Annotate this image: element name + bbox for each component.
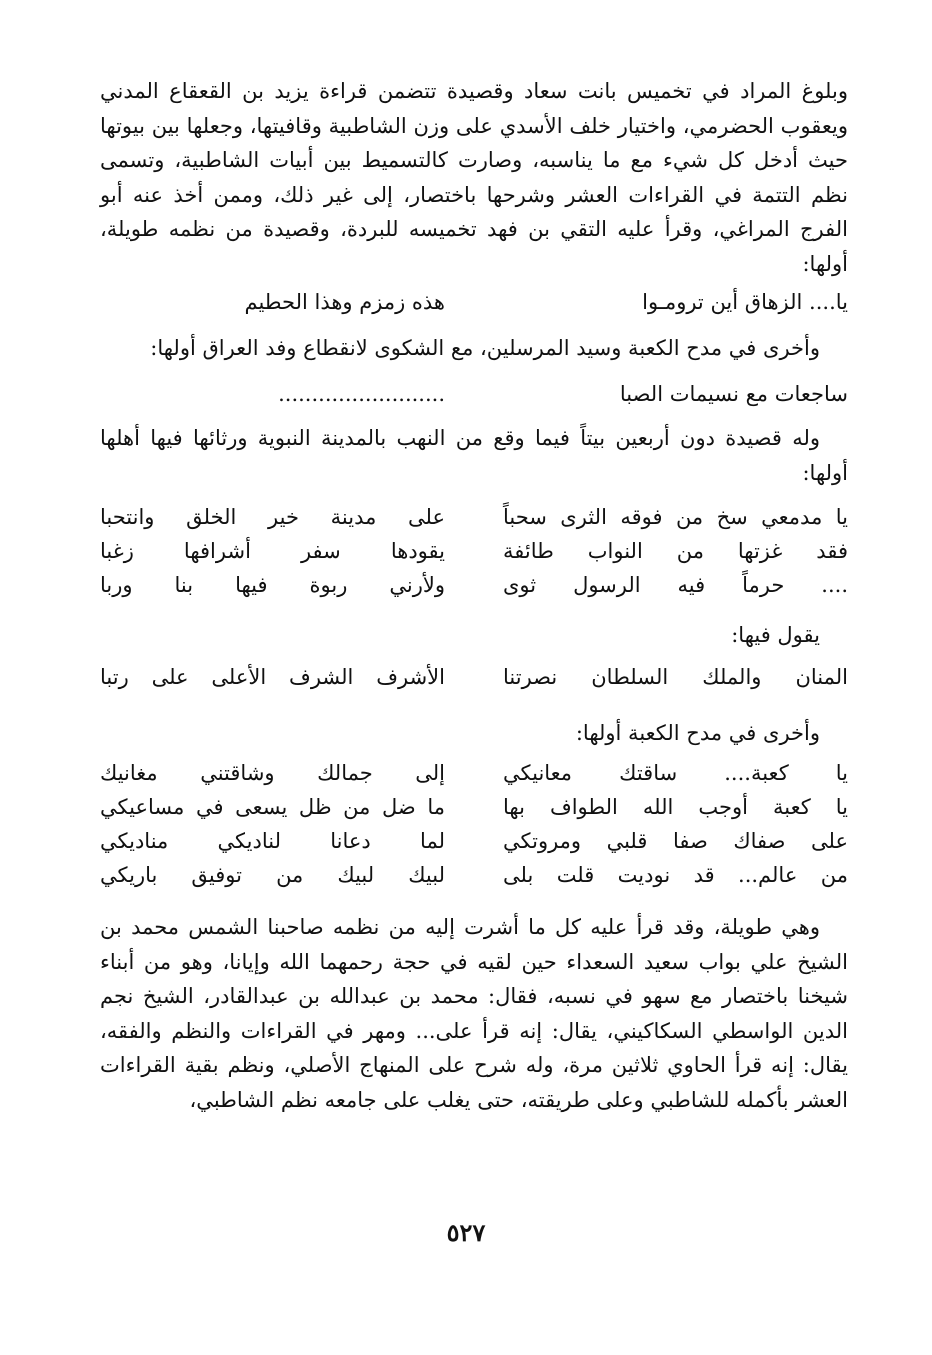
verse-hemistich-second: يقودها سفر أشرافها زغبا bbox=[100, 539, 445, 563]
poem-madina bbox=[100, 500, 848, 602]
verse-hemistich-first: المنان والملك السلطان نصرتنا bbox=[503, 665, 848, 689]
verse-zamzam bbox=[100, 285, 848, 319]
verse-hemistich-first: يا كعبة.... ساقتك معانيكي bbox=[503, 761, 848, 785]
verse-hemistich-first: من عالم... قد نوديت قلت بلى bbox=[503, 863, 848, 887]
verse-hemistich-first: يا مدمعي سخ من فوقه الثرى سحباً bbox=[503, 505, 848, 529]
verse-line bbox=[100, 500, 848, 534]
verse-line bbox=[100, 568, 848, 602]
verse-hemistich-first: يا كعبة أوجب الله الطواف بها bbox=[503, 795, 848, 819]
paragraph-madina-poem-intro: وله قصيدة دون أربعين بيتاً فيما وقع من النهب بالمدينة النبوية ورثائها فيها أهلها أولها: bbox=[100, 426, 848, 485]
paragraph-kaaba-poem-intro: وأخرى في مدح الكعبة وسيد المرسلين، مع الشكوى لانقطاع وفد العراق أولها: bbox=[150, 336, 820, 360]
verse-hemistich-first: يا.... الزهاق أين ترومـوا bbox=[642, 290, 848, 314]
verse-hemistich-second: إلى جمالك وشاقتني مغانيك bbox=[100, 761, 445, 785]
verse-hemistich-first: على صفاك صفا قلبي ومروتكي bbox=[503, 829, 848, 853]
verse-hemistich-first: ساجعات مع نسيمات الصبا bbox=[619, 382, 848, 406]
verse-line bbox=[100, 534, 848, 568]
page-body bbox=[100, 70, 848, 1117]
verse-hemistich-second: لبيك لبيك من توفيق باريكي bbox=[100, 863, 445, 887]
verse-hemistich-second: ما ضل من ظل يسعى في مساعيكي bbox=[100, 795, 445, 819]
paragraph-says-in-it: يقول فيها: bbox=[731, 623, 820, 647]
verse-hemistich-second: لما دعانا لناديكي مناديكي bbox=[100, 829, 445, 853]
verse-hemistich-second: ......................... bbox=[278, 382, 445, 406]
verse-hemistich-first: .... حرماً فيه الرسول ثوى bbox=[503, 573, 848, 597]
verse-hemistich-first: فقد غزتها من النواب طائفة bbox=[503, 539, 848, 563]
paragraph-biography-works: وبلوغ المراد في تخميس بانت سعاد وقصيدة تتضمن قراءة يزيد بن القعقاع المدني ويعقوب الحضرمي، واختيار خلف الأسدي على وزن الشاطبية وقافيتها، وجعلها بين بيوتها حيث أدخل كل شيء مع ما يناسبه، وصارت كالتسميط بين أبيات الشاطبية، وتسمى نظم التتمة في القراءات العشر وشرحها باختصار، إلى غير ذلك، وممن أخذ عنه أبو الفرج المراغي، وقرأ عليه التقي بن فهد تخميسه للبردة، وقصيدة من نظمه طويلة، أولها: bbox=[100, 79, 848, 276]
verse-sultan bbox=[100, 660, 848, 694]
poem-kaaba bbox=[100, 756, 848, 892]
verse-saba bbox=[100, 377, 848, 411]
verse-line bbox=[100, 858, 848, 892]
verse-line bbox=[100, 824, 848, 858]
verse-line bbox=[100, 756, 848, 790]
paragraph-closing-biography: وهي طويلة، وقد قرأ عليه كل ما أشرت إليه من نظمه صاحبنا الشمس محمد بن الشيخ علي بواب سعيد السعداء حين لقيه في حجة رحمهما الله وإيانا، وهو من أبناء شيخنا باختصار مع سهو في نسبه، فقال: محمد بن عبدالله بن عبدالقادر، الشيخ نجم الدين الواسطي السكاكيني، يقال: إنه قرأ على... ومهر في القراءات والنظم والفقه، يقال: إنه قرأ الحاوي ثلاثين مرة، وله شرح على المنهاج الأصلي، ونظم بقية القراءات العشر بأكمله للشاطبي وعلى طريقته، حتى يغلب على جامعه نظم الشاطبي، bbox=[100, 915, 848, 1112]
verse-hemistich-second: ولأرني ربوة فيها بنا وربا bbox=[100, 573, 445, 597]
page-number: ٥٢٧ bbox=[446, 1218, 486, 1247]
verse-hemistich-second: الأشرف الشرف الأعلى على رتبا bbox=[100, 665, 445, 689]
paragraph-kaaba-second-intro: وأخرى في مدح الكعبة أولها: bbox=[575, 721, 820, 745]
verse-hemistich-second: على مدينة خير الخلق وانتحبا bbox=[100, 505, 445, 529]
verse-line bbox=[100, 790, 848, 824]
verse-hemistich-second: هذه زمزم وهذا الحطيم bbox=[244, 290, 445, 314]
